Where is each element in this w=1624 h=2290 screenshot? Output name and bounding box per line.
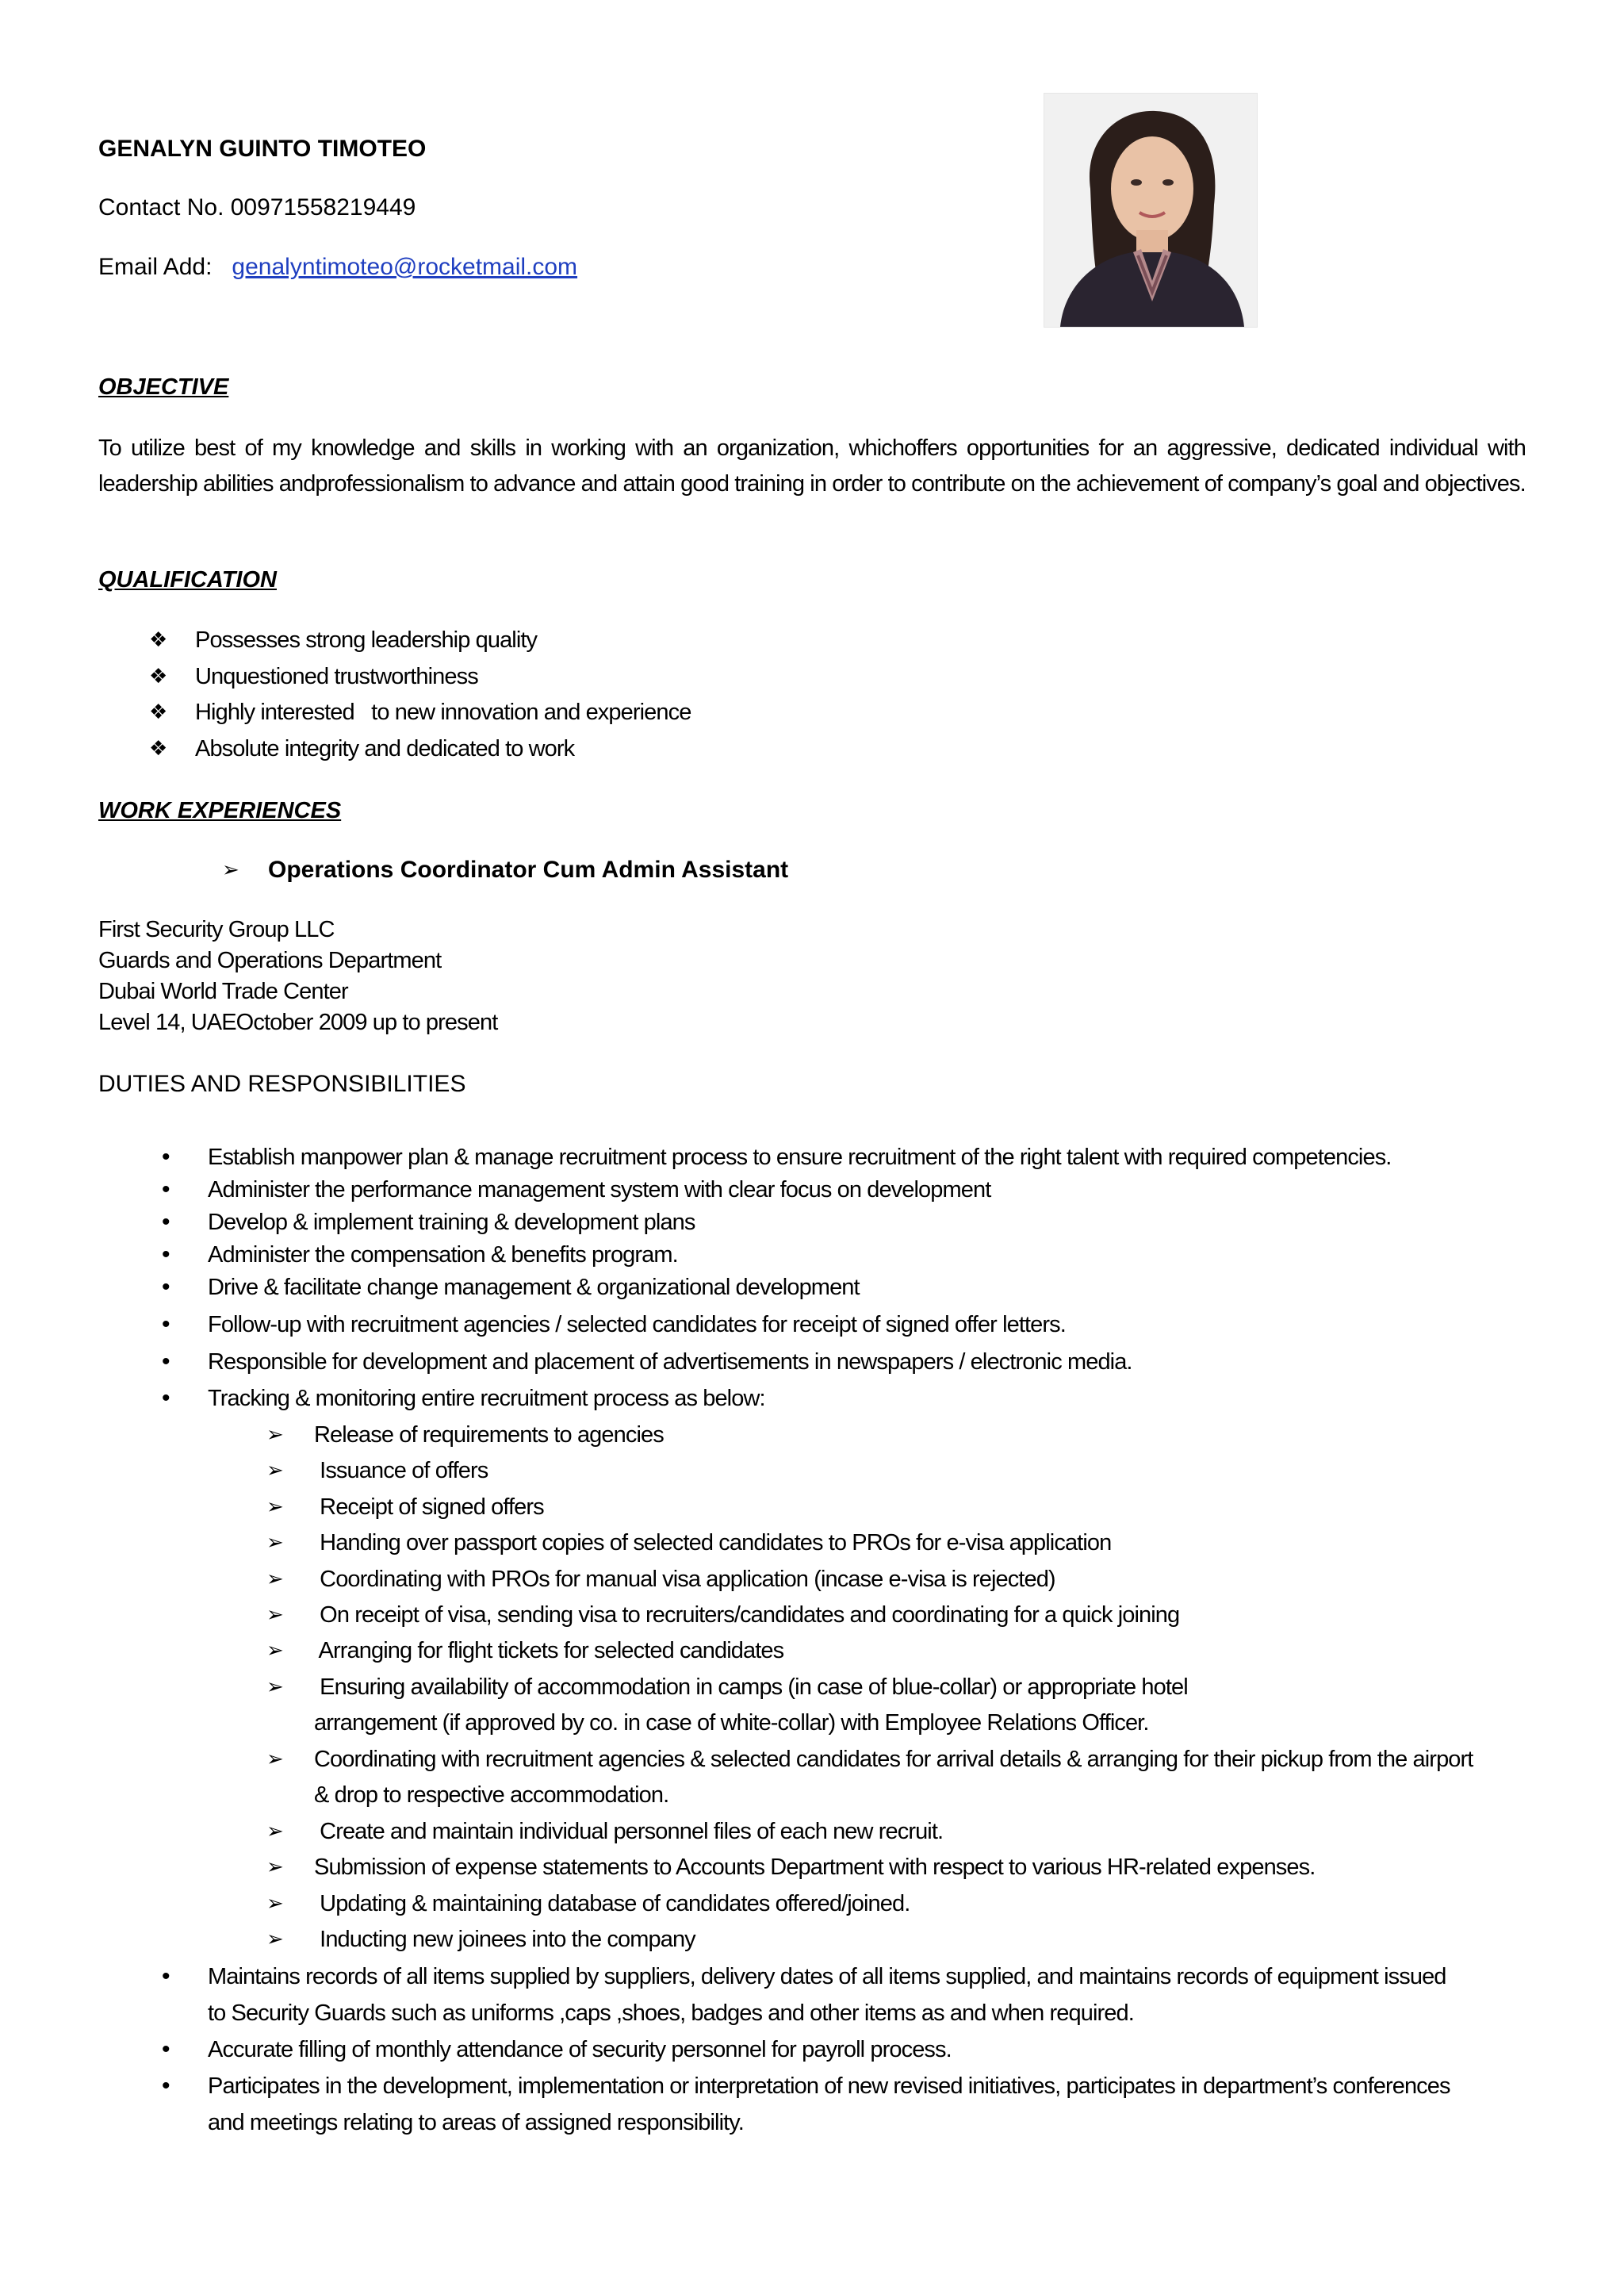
arrow-bullet-icon: ➢ xyxy=(222,858,239,882)
dot-bullet-icon: • xyxy=(162,1209,170,1235)
diamond-bullet-icon: ❖ xyxy=(149,665,167,689)
dot-bullet-icon: • xyxy=(162,1311,170,1337)
dot-bullet-icon: • xyxy=(162,1385,170,1411)
duty-item: Responsible for development and placement of advertisements in newspapers / electronic media. xyxy=(208,1349,1132,1375)
profile-photo xyxy=(1044,93,1258,328)
diamond-bullet-icon: ❖ xyxy=(149,700,167,724)
tracking-item: Ensuring availability of accommodation in camps (in case of blue-collar) or appropriate hotel xyxy=(314,1674,1188,1700)
objective-heading: OBJECTIVE xyxy=(98,374,229,400)
email-line xyxy=(98,253,577,282)
dot-bullet-icon: • xyxy=(162,2073,170,2099)
diamond-bullet-icon: ❖ xyxy=(149,737,167,761)
duties-heading: DUTIES AND RESPONSIBILITIES xyxy=(98,1071,466,1097)
duty-item-continuation: and meetings relating to areas of assigned responsibility. xyxy=(208,2110,744,2135)
qualification-text: Possesses strong leadership quality xyxy=(195,627,538,653)
portrait-image xyxy=(1044,94,1257,327)
candidate-name: GENALYN GUINTO TIMOTEO xyxy=(98,136,427,162)
dot-bullet-icon: • xyxy=(162,2036,170,2062)
arrow-bullet-icon: ➢ xyxy=(266,1603,283,1627)
company-line: Dubai World Trade Center xyxy=(98,979,348,1004)
tracking-item: Coordinating with PROs for manual visa application (incase e-visa is rejected) xyxy=(314,1567,1055,1592)
duty-item: Maintains records of all items supplied by suppliers, delivery dates of all items supplied, and maintains records of equipment issued xyxy=(208,1964,1446,1989)
tracking-item: Issuance of offers xyxy=(314,1458,488,1483)
dot-bullet-icon: • xyxy=(162,1274,170,1300)
duty-item: Administer the compensation & benefits program. xyxy=(208,1242,678,1268)
duty-item: Follow-up with recruitment agencies / selected candidates for receipt of signed offer letters. xyxy=(208,1312,1066,1337)
tracking-item: Create and maintain individual personnel files of each new recruit. xyxy=(314,1819,944,1844)
tracking-item: Handing over passport copies of selected candidates to PROs for e-visa application xyxy=(314,1530,1112,1555)
duty-item: Establish manpower plan & manage recruitment process to ensure recruitment of the right talent with required competencies. xyxy=(208,1145,1392,1170)
arrow-bullet-icon: ➢ xyxy=(266,1675,283,1699)
duty-item: Drive & facilitate change management & organizational development xyxy=(208,1275,860,1300)
contact-number: Contact No. 00971558219449 xyxy=(98,194,416,221)
dot-bullet-icon: • xyxy=(162,1963,170,1989)
tracking-item: Receipt of signed offers xyxy=(314,1494,544,1520)
duty-item: Administer the performance management system with clear focus on development xyxy=(208,1177,991,1203)
arrow-bullet-icon: ➢ xyxy=(266,1855,283,1879)
tracking-item: Inducting new joinees into the company xyxy=(314,1927,695,1952)
arrow-bullet-icon: ➢ xyxy=(266,1459,283,1483)
objective-text: To utilize best of my knowledge and skills in working with an organization, whichoffers opportunities for an aggressive, dedicated individual with leadership abilities andprofessionalism to advance and attain good training in order to contribute on the achievement of company’s goal and objectives. xyxy=(98,435,1526,497)
duty-item: Accurate filling of monthly attendance of security personnel for payroll process. xyxy=(208,2037,952,2062)
company-details xyxy=(98,915,497,1038)
tracking-item-continuation: arrangement (if approved by co. in case of white-collar) with Employee Relations Officer. xyxy=(314,1710,1149,1736)
tracking-item: Release of requirements to agencies xyxy=(314,1422,664,1448)
dot-bullet-icon: • xyxy=(162,1241,170,1268)
qualification-text: Highly interested to new innovation and experience xyxy=(195,700,691,725)
company-line: Level 14, UAEOctober 2009 up to present xyxy=(98,1010,498,1035)
dot-bullet-icon: • xyxy=(162,1144,170,1170)
work-experiences-heading: WORK EXPERIENCES xyxy=(98,798,342,823)
duty-item-continuation: to Security Guards such as uniforms ,caps ,shoes, badges and other items as and when required. xyxy=(208,2000,1134,2026)
arrow-bullet-icon: ➢ xyxy=(266,1495,283,1519)
arrow-bullet-icon: ➢ xyxy=(266,1820,283,1843)
qualification-text: Unquestioned trustworthiness xyxy=(195,664,478,689)
tracking-item: Submission of expense statements to Accounts Department with respect to various HR-related expenses. xyxy=(314,1855,1316,1880)
company-line: Guards and Operations Department xyxy=(98,948,442,973)
arrow-bullet-icon: ➢ xyxy=(266,1892,283,1916)
arrow-bullet-icon: ➢ xyxy=(266,1531,283,1555)
arrow-bullet-icon: ➢ xyxy=(266,1639,283,1663)
duty-item: Tracking & monitoring entire recruitment process as below: xyxy=(208,1386,765,1411)
arrow-bullet-icon: ➢ xyxy=(266,1928,283,1951)
job-title: Operations Coordinator Cum Admin Assistant xyxy=(268,857,789,883)
tracking-item-continuation: & drop to respective accommodation. xyxy=(314,1782,669,1808)
company-line: First Security Group LLC xyxy=(98,917,335,942)
arrow-bullet-icon: ➢ xyxy=(266,1567,283,1591)
qualification-heading: QUALIFICATION xyxy=(98,567,277,593)
email-link[interactable]: genalyntimoteo@rocketmail.com xyxy=(232,254,578,280)
duty-item: Participates in the development, implementation or interpretation of new revised initiatives, participates in department’s conferences xyxy=(208,2073,1450,2099)
dot-bullet-icon: • xyxy=(162,1348,170,1375)
email-label: Email Add: xyxy=(98,254,232,280)
arrow-bullet-icon: ➢ xyxy=(266,1747,283,1771)
tracking-item: Arranging for flight tickets for selected candidates xyxy=(314,1638,784,1663)
dot-bullet-icon: • xyxy=(162,1176,170,1203)
qualification-text: Absolute integrity and dedicated to work xyxy=(195,736,575,761)
duty-item: Develop & implement training & development plans xyxy=(208,1210,695,1235)
diamond-bullet-icon: ❖ xyxy=(149,628,167,652)
tracking-item: On receipt of visa, sending visa to recruiters/candidates and coordinating for a quick joining xyxy=(314,1602,1180,1628)
tracking-item: Coordinating with recruitment agencies & selected candidates for arrival details & arranging for their pickup from the airport xyxy=(314,1747,1473,1772)
arrow-bullet-icon: ➢ xyxy=(266,1423,283,1447)
tracking-item: Updating & maintaining database of candidates offered/joined. xyxy=(314,1891,910,1916)
